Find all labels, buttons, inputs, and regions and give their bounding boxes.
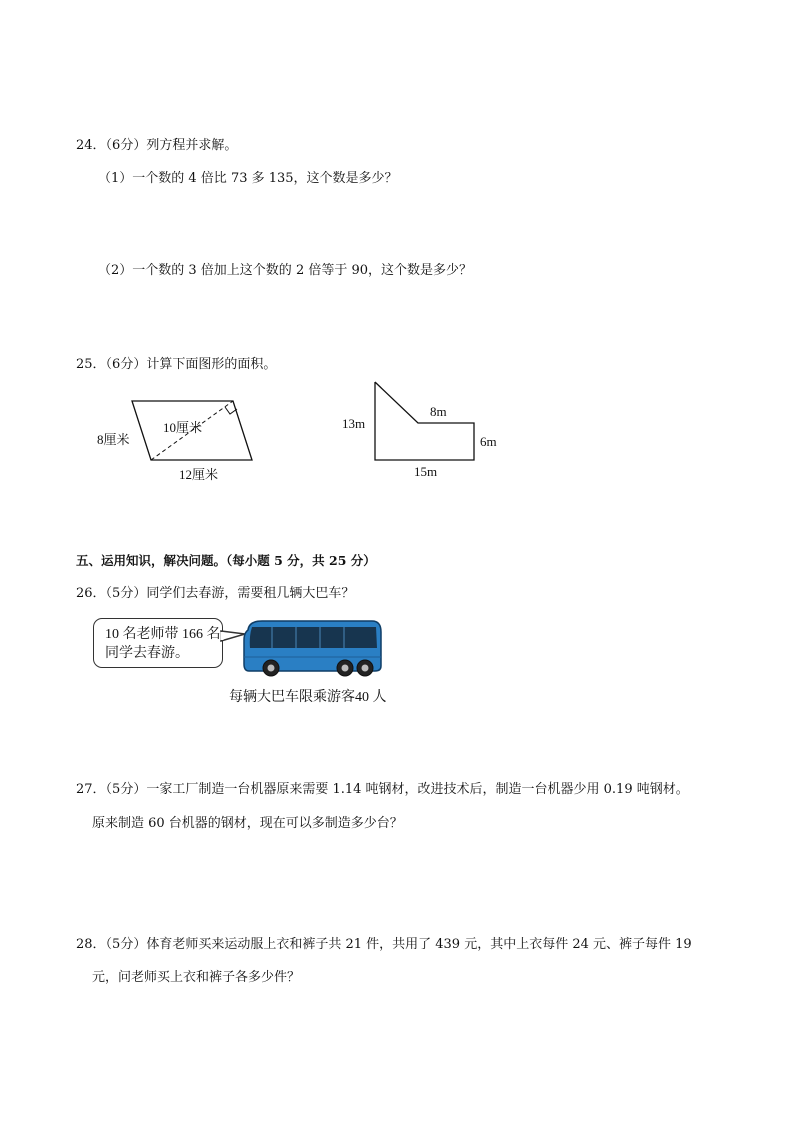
bus-caption: 每辆大巴车限乘游客40 人 <box>229 690 387 705</box>
q26-title: 26．（5分）同学们去春游，需要租几辆大巴车？ <box>76 586 355 601</box>
q27-line2: 原来制造 60 台机器的钢材，现在可以多制造多少台？ <box>92 816 403 831</box>
parallelogram-base-label: 12厘米 <box>179 467 219 482</box>
q28-line2: 元，问老师买上衣和裤子各多少件？ <box>92 970 301 985</box>
shape-bottom-label: 15m <box>414 464 438 479</box>
q28-line1: 28．（5分）体育老师买来运动服上衣和裤子共 21 件，共用了 439 元，其中上衣每件 24 元、裤子每件 19 <box>76 937 692 952</box>
q25-title: 25．（6分）计算下面图形的面积。 <box>76 357 277 372</box>
parallelogram-height-label: 10厘米 <box>163 420 203 435</box>
q24-title: 24．（6分）列方程并求解。 <box>76 138 238 153</box>
q27-line1: 27．（5分）一家工厂制造一台机器原来需要 1.14 吨钢材，改进技术后，制造一台机器少用 0.19 吨钢材。 <box>76 782 689 797</box>
section5-title: 五、运用知识，解决问题。（每小题 5 分，共 25 分） <box>76 553 376 568</box>
bus-window-band <box>250 627 377 648</box>
shape-top-label: 8m <box>430 404 447 419</box>
q24-part2: （2）一个数的 3 倍加上这个数的 2 倍等于 90，这个数是多少？ <box>98 263 473 278</box>
q24-part1: （1）一个数的 4 倍比 73 多 135，这个数是多少？ <box>98 171 398 186</box>
bubble-line-2: 同学去春游。 <box>105 646 189 661</box>
shape-right-label: 6m <box>480 434 497 449</box>
shape-left-label: 13m <box>342 416 366 431</box>
bubble-line-1: 10 名老师带 166 名 <box>105 627 221 642</box>
parallelogram-side-label: 8厘米 <box>97 432 130 447</box>
